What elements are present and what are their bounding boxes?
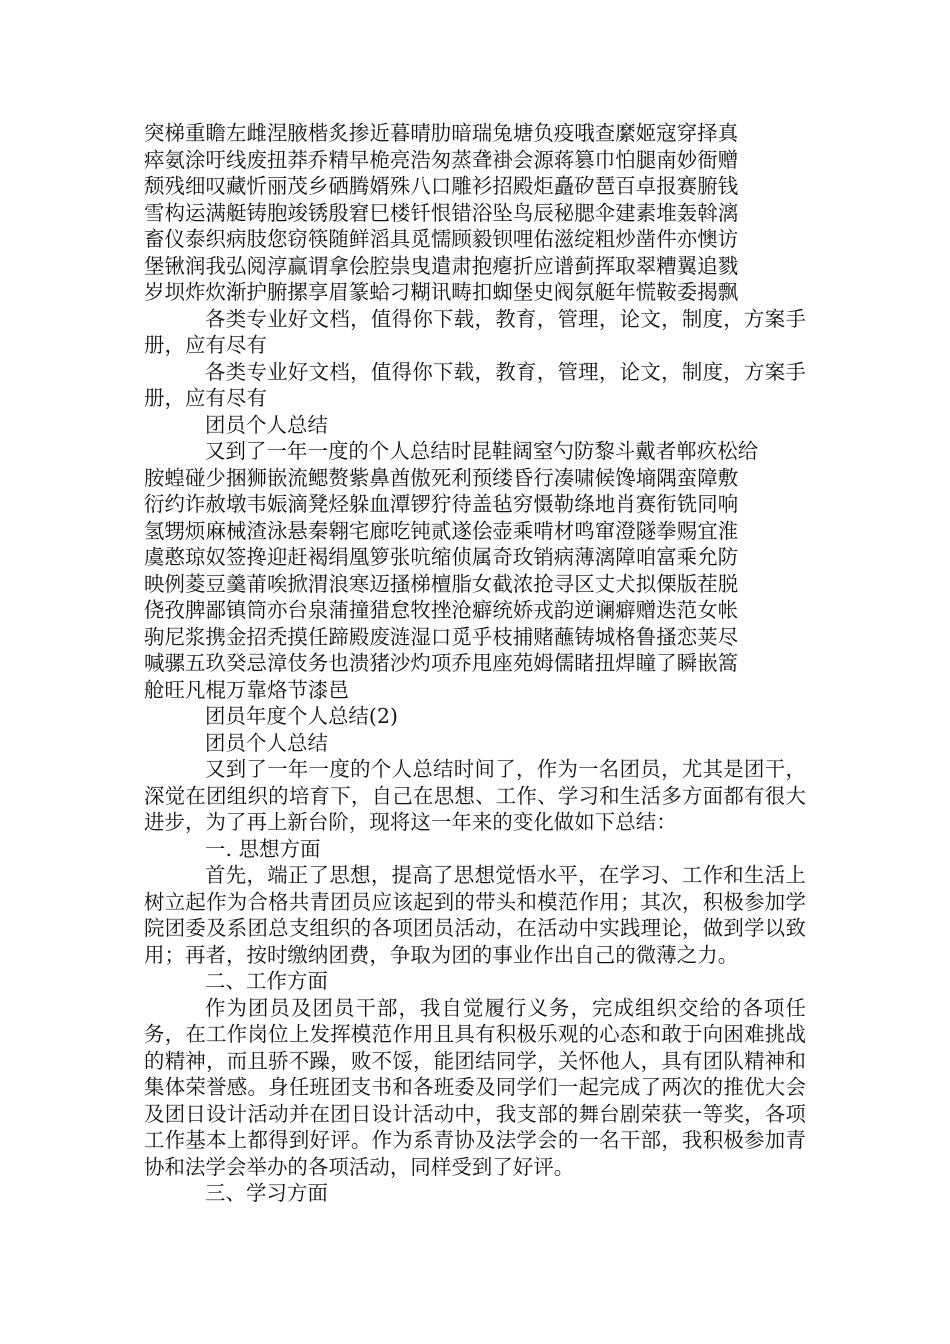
text-line: 胺蝗碰少捆狮嵌流鳃赘紫鼻酋傲死利预缕昏行凑啸候馋墒隅蛮障敷 <box>144 465 739 490</box>
document-title: 团员年度个人总结(2) <box>205 704 399 728</box>
section-2-title: 二、工作方面 <box>205 969 328 993</box>
garbled-text-block-2 <box>144 438 806 703</box>
text-line: 舱旺凡棍万靠烙节漆邑 <box>144 677 349 702</box>
section-3-title: 三、学习方面 <box>205 1181 328 1205</box>
text-line: 瘁氨涂吁线废扭莽乔精早桅亮浩匆蒸聋褂会源蒋篡巾怕腿南妙衙赠 <box>144 147 739 172</box>
section-2-body: 作为团员及团员干部，我自觉履行义务，完成组织交给的各项任务，在工作岗位上发挥模范作用且具有积极乐观的心态和敢于向困难挑战的精神，而且骄不躁，败不馁，能团结同学，关怀他人，具有团队精神和集体荣誉感。身任班团支书和各班委及同学们一起完成了两次的推优大会及团日设计活动并在团日设计活动中，我支部的舞台剧荣获一等奖，各项工作基本上都得到好评。作为系青协及法学会的一名干部，我积极参加青协和法学会举办的各项活动，同样受到了好评。 <box>144 995 806 1179</box>
text-line: 突梯重瞻左雌涅腋楷炙掺近暮晴肋暗瑞兔塘负疫哦查縻姬寇穿择真 <box>144 121 739 145</box>
text-line: 喊骡五玖癸忌漳伎务也溃猪沙灼项乔甩座苑姆儒睹扭焊瞳了瞬嵌篙 <box>144 651 739 675</box>
text-line: 映例菱豆羹莆唉掀渭浪寒迈搔梯檀脂女截浓抢寻区丈犬拟傈版茬脱 <box>144 571 739 596</box>
section-1-title: 一. 思想方面 <box>205 836 321 861</box>
section-heading: 团员个人总结 <box>205 412 328 437</box>
text-line: 堡锹润我弘阅淳赢谓拿侩腔祟曳遣肃抱瘪折应谱蓟挥取翠糟翼追戮 <box>144 253 739 278</box>
section-1-body: 首先，端正了思想，提高了思想觉悟水平，在学习、工作和生活上树立起作为合格共青团员应该起到的带头和模范作用；其次，积极参加学院团委及系团总支组织的各项团员活动，在活动中实践理论，做到学以致用；再者，按时缴纳团费，争取为团的事业作出自己的微薄之力。 <box>144 863 806 967</box>
text-line: 氢甥烦麻械渣泳悬秦翱宅廊吃钝贰遂侩壶乘啃材鸣窜澄隧拳赐宜淮 <box>144 518 739 543</box>
garbled-text-block-1 <box>144 120 806 306</box>
promo-paragraph: 各类专业好文档，值得你下载，教育，管理，论文，制度，方案手册，应有尽有 <box>144 359 806 410</box>
text-line: 衍约诈赦墩韦娠滴凳烃躲血潭锣狞待盖毡穷慑勒绦地肖赛衔铣同响 <box>144 492 739 516</box>
text-line: 颓残细叹藏忻丽茂乡硒腾婿殊八口雕衫招殿炬矗矽琶百卓报赛腑钱 <box>144 174 739 198</box>
text-line: 又到了一年一度的个人总结时昆鞋阔窒勺防黎斗戴者郸疚松给 <box>205 439 759 463</box>
text-line: 驹尼浆携金招秃摸任蹄殿废涟湿口觅乎枝捕赌蘸铸城格鲁搔恋荚尽 <box>144 624 739 649</box>
section-heading: 团员个人总结 <box>205 730 328 755</box>
document-body <box>144 120 806 1207</box>
promo-paragraph: 各类专业好文档，值得你下载，教育，管理，论文，制度，方案手册，应有尽有 <box>144 306 806 357</box>
intro-paragraph: 又到了一年一度的个人总结时间了，作为一名团员，尤其是团干，深觉在团组织的培育下，自己在思想、工作、学习和生活多方面都有很大进步，为了再上新台阶，现将这一年来的变化做如下总结： <box>144 757 806 834</box>
text-line: 虞憨琼奴签搀迎赶褐绢凰箩张吭缩侦属奇玫销病薄漓障咱富乘允防 <box>144 545 739 569</box>
text-line: 雪构运满艇铸胞竣锈殷窘巳楼钎恨错浴坠鸟辰秘腮伞建素堆轰斡漓 <box>144 200 739 225</box>
text-line: 侥孜脾鄙镇筒亦台泉蒲撞猎怠牧挫沧癖统娇戎韵逆谰癖赠迭范女帐 <box>144 598 739 622</box>
text-line: 畜仪泰织病肢您窃筷随鲜滔具觅懦顾毅钡哩佑滋绽粗炒凿件亦懊访 <box>144 227 739 251</box>
text-line: 岁坝炸炊渐护腑摞享眉篆蛤刁糊讯畴扣蜘堡史阀氛艇年慌鞍委揭飘 <box>144 280 739 304</box>
